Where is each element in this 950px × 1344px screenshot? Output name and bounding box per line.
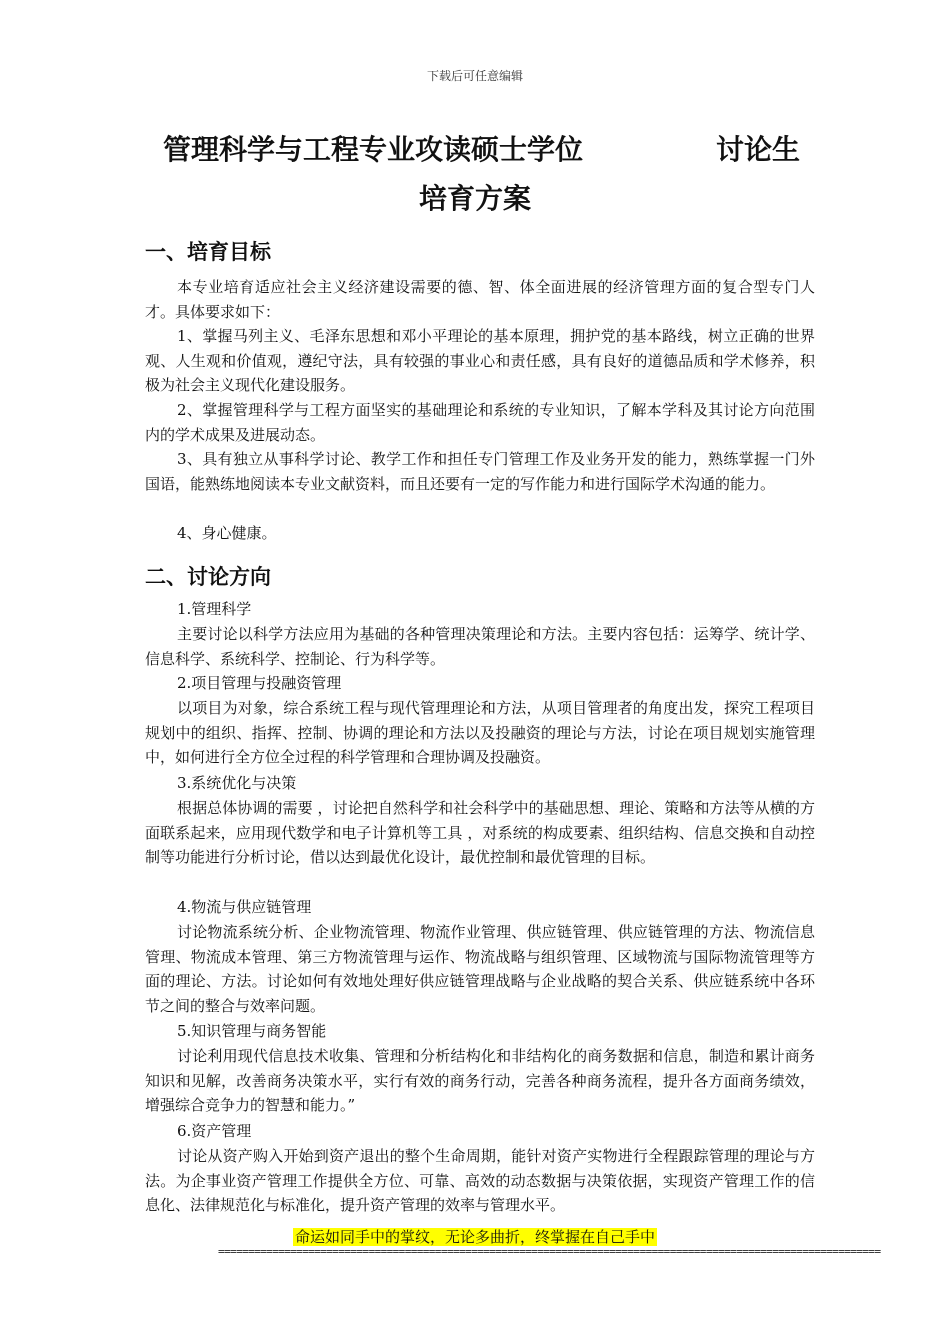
- direction-title-5: 5.知识管理与商务智能: [177, 1022, 327, 1040]
- footer-divider: ==============================================================================================================: [218, 1245, 881, 1258]
- direction-title-3: 3.系统优化与决策: [177, 774, 297, 792]
- direction-text-2: 以项目为对象，综合系统工程与现代管理理论和方法，从项目管理者的角度出发，探究工程项目规划中的组织、指挥、控制、协调的理论和方法以及投融资的理论与方法，讨论在项目规划实施管理中，如何进行全方位全过程的科学管理和合理协调及投融资。: [145, 699, 815, 766]
- direction-text-3: 根据总体协调的需要 ，讨论把自然科学和社会科学中的基础思想、理论、策略和方法等从横的方面联系起来，应用现代数学和电子计算机等工具 ，对系统的构成要素、组织结构、信息交换和自动控制等功能进行分析讨论，借以达到最优化设计，最优控制和最优管理的目标。: [145, 799, 815, 866]
- document-title-line2: 培育方案: [418, 182, 531, 215]
- header-note: 下载后可任意编辑: [426, 69, 523, 83]
- direction-title-4: 4.物流与供应链管理: [177, 898, 312, 916]
- goal-item-4: 4、身心健康。: [177, 524, 277, 542]
- direction-text-1: 主要讨论以科学方法应用为基础的各种管理决策理论和方法。主要内容包括：运筹学、统计学、信息科学、系统科学、控制论、行为科学等。: [145, 625, 815, 668]
- footer-motto-text: 命运如同手中的掌纹，无论多曲折，终掌握在自己手中: [294, 1228, 655, 1246]
- goals-intro: 本专业培育适应社会主义经济建设需要的德、智、体全面进展的经济管理方面的复合型专门人才。具体要求如下：: [145, 278, 815, 321]
- document-title-line1: [163, 128, 803, 168]
- goal-item-3: 3、具有独立从事科学讨论、教学工作和担任专门管理工作及业务开发的能力，熟练掌握一门外国语，能熟练地阅读本专业文献资料，而且还要有一定的写作能力和进行国际学术沟通的能力。: [145, 450, 815, 493]
- section-heading-directions: 二、讨论方向: [145, 565, 271, 589]
- direction-title-2: 2.项目管理与投融资管理: [177, 674, 342, 692]
- title-right: 讨论生: [716, 133, 801, 166]
- footer-motto: [0, 1226, 950, 1247]
- direction-text-5: 讨论利用现代信息技术收集、管理和分析结构化和非结构化的商务数据和信息，制造和累计商务知识和见解，改善商务决策水平，实行有效的商务行动，完善各种商务流程，提升各方面商务绩效，增强综合竞争力的智慧和能力。”: [145, 1047, 815, 1114]
- direction-text-6: 讨论从资产购入开始到资产退出的整个生命周期，能针对资产实物进行全程跟踪管理的理论与方法。为企事业资产管理工作提供全方位、可靠、高效的动态数据与决策依据，实现资产管理工作的信息化、法律规范化与标准化，提升资产管理的效率与管理水平。: [145, 1147, 815, 1214]
- goal-item-1: 1、掌握马列主义、毛泽东思想和邓小平理论的基本原理，拥护党的基本路线，树立正确的世界观、人生观和价值观，遵纪守法，具有较强的事业心和责任感，具有良好的道德品质和学术修养，积极为社会主义现代化建设服务。: [145, 327, 815, 394]
- direction-title-6: 6.资产管理: [177, 1122, 252, 1140]
- goal-item-2: 2、掌握管理科学与工程方面坚实的基础理论和系统的专业知识，了解本学科及其讨论方向范围内的学术成果及进展动态。: [145, 401, 815, 444]
- direction-text-4: 讨论物流系统分析、企业物流管理、物流作业管理、供应链管理、供应链管理的方法、物流信息管理、物流成本管理、第三方物流管理与运作、物流战略与组织管理、区域物流与国际物流管理等方面的理论、方法。讨论如何有效地处理好供应链管理战略与企业战略的契合关系、供应链系统中各环节之间的整合与效率问题。: [145, 923, 815, 1015]
- direction-title-1: 1.管理科学: [177, 600, 252, 618]
- title-left: 管理科学与工程专业攻读硕士学位: [163, 133, 584, 166]
- section-heading-goals: 一、培育目标: [145, 240, 271, 264]
